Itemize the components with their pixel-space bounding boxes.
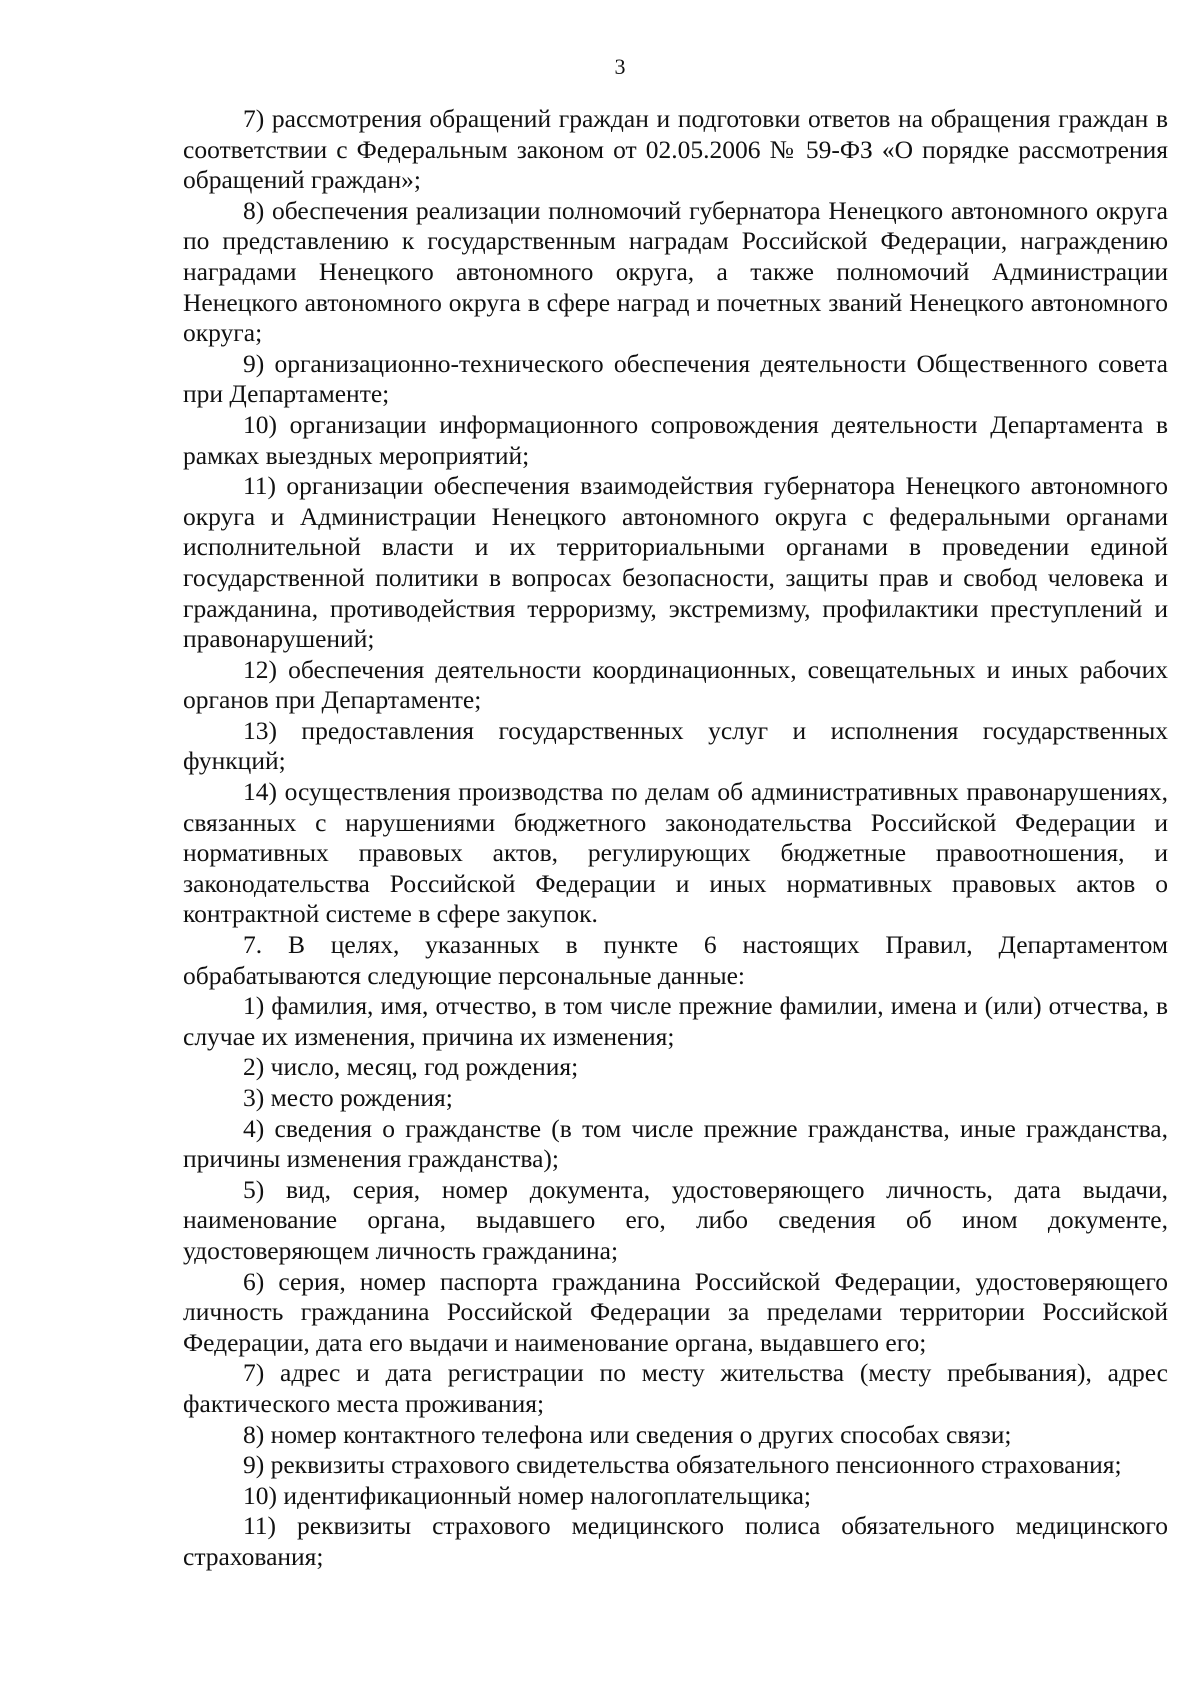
paragraph-data-7-address: 7) адрес и дата регистрации по месту жительства (месту пребывания), адрес фактического места проживания;	[183, 1358, 1168, 1418]
paragraph-data-6-passport: 6) серия, номер паспорта гражданина Российской Федерации, удостоверяющего личность гражданина Российской Федерации за пределами территории Российской Федерации, дата его выдачи и наименование органа, выдавшего его;	[183, 1266, 1168, 1357]
paragraph-item-9-public-council: 9) организационно-технического обеспечения деятельности Общественного совета при Департаменте;	[183, 348, 1168, 409]
paragraph-data-11-medical-insurance: 11) реквизиты страхового медицинского полиса обязательного медицинского страхования;	[183, 1511, 1168, 1571]
page-number: 3	[614, 54, 626, 79]
paragraph-data-1-name: 1) фамилия, имя, отчество, в том числе прежние фамилии, имена и (или) отчества, в случае их изменения, причина их изменения;	[183, 991, 1168, 1051]
paragraph-section-7-personal-data: 7. В целях, указанных в пункте 6 настоящих Правил, Департаментом обрабатываются следующие персональные данные:	[183, 930, 1168, 990]
paragraph-data-10-taxpayer-number: 10) идентификационный номер налогоплательщика;	[243, 1480, 811, 1510]
paragraph-item-14-administrative-offenses: 14) осуществления производства по делам об административных правонарушениях, связанных с нарушениями бюджетного законодательства Российской Федерации и нормативных правовых актов, регулирующих бюджетные правоотношения, и законодательства Российской Федерации и иных нормативных правовых актов о контрактной системе в сфере закупок.	[183, 777, 1168, 929]
paragraph-item-13-public-services: 13) предоставления государственных услуг и исполнения государственных функций;	[183, 715, 1168, 776]
paragraph-item-8-awards: 8) обеспечения реализации полномочий губернатора Ненецкого автономного округа по представлению к государственным наградам Российской Федерации, награждению наградами Ненецкого автономного округа, а также полномочий Администрации Ненецкого автономного округа в сфере наград и почетных званий Ненецкого автономного округа;	[183, 195, 1168, 348]
paragraph-item-12-working-bodies: 12) обеспечения деятельности координационных, совещательных и иных рабочих органов при Департаменте;	[183, 654, 1168, 715]
paragraph-data-4-citizenship: 4) сведения о гражданстве (в том числе прежние гражданства, иные гражданства, причины изменения гражданства);	[183, 1113, 1168, 1174]
paragraph-item-7-appeals: 7) рассмотрения обращений граждан и подготовки ответов на обращения граждан в соответствии с Федеральным законом от 02.05.2006 № 59-ФЗ «О порядке рассмотрения обращений граждан»;	[183, 104, 1168, 195]
paragraph-item-11-cooperation: 11) организации обеспечения взаимодействия губернатора Ненецкого автономного округа и Администрации Ненецкого автономного округа с федеральными органами исполнительной власти и их территориальными органами в проведении единой государственной политики в вопросах безопасности, защиты прав и свобод человека и гражданина, противодействия терроризму, экстремизму, профилактики преступлений и правонарушений;	[183, 471, 1168, 654]
paragraph-item-10-information-support: 10) организации информационного сопровождения деятельности Департамента в рамках выездных мероприятий;	[183, 409, 1168, 470]
document-body	[183, 104, 1168, 1573]
paragraph-data-9-pension-insurance: 9) реквизиты страхового свидетельства обязательного пенсионного страхования;	[243, 1450, 1122, 1480]
paragraph-data-2-birth-date: 2) число, месяц, год рождения;	[243, 1052, 579, 1082]
paragraph-data-8-phone: 8) номер контактного телефона или сведения о других способах связи;	[243, 1419, 1012, 1449]
paragraph-data-5-identity-document: 5) вид, серия, номер документа, удостоверяющего личность, дата выдачи, наименование органа, выдавшего его, либо сведения об ином документе, удостоверяющем личность гражданина;	[183, 1174, 1168, 1265]
paragraph-data-3-birth-place: 3) место рождения;	[243, 1083, 453, 1112]
